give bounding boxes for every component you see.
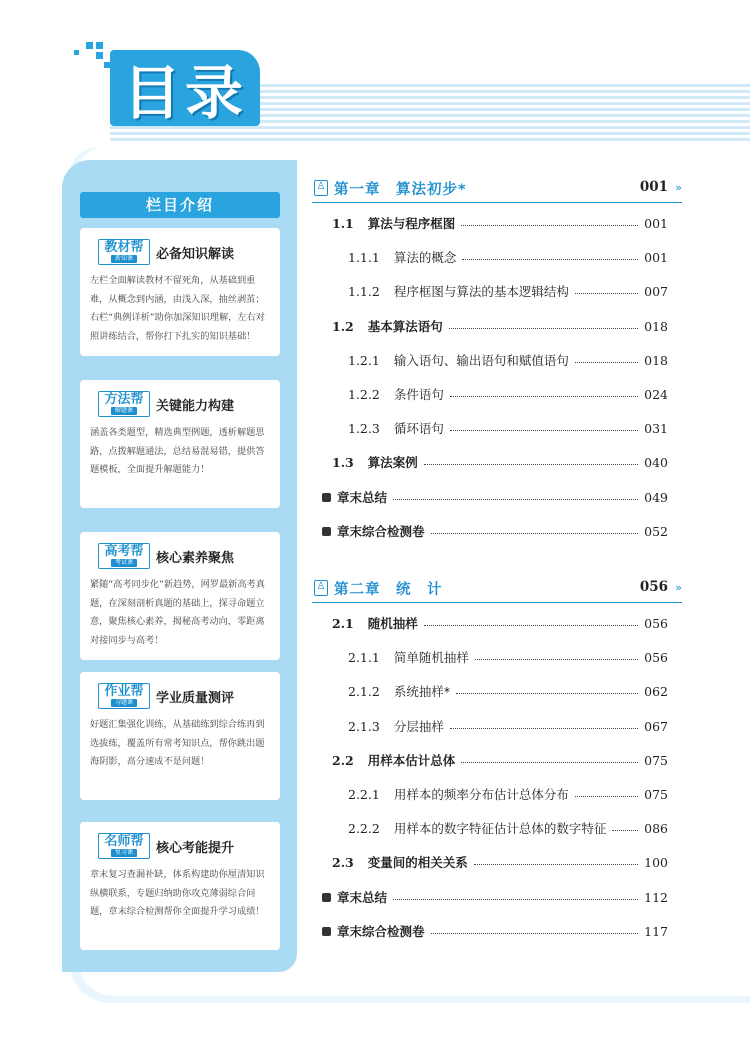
dot-leader <box>424 625 638 626</box>
toc-entry-label: 算法与程序框图 <box>367 216 456 231</box>
card-badge-label: 教材帮 <box>104 240 144 255</box>
toc-entry-page: 075 <box>644 786 668 802</box>
toc-entry-label: 章末综合检测卷 <box>337 924 425 939</box>
card-heading: 必备知识解读 <box>156 246 235 262</box>
toc-entry[interactable] <box>322 888 668 906</box>
dot-leader <box>393 899 638 900</box>
toc-entry-label: 分层抽样 <box>393 719 444 734</box>
card-badge-sub: 解题课 <box>111 407 137 415</box>
toc-entry[interactable] <box>332 853 668 871</box>
toc-entry-page: 056 <box>644 649 668 665</box>
toc-entry-label: 用样本的数字特征估计总体的数字特征 <box>393 821 607 836</box>
chapter-icon: ♙ <box>314 580 328 596</box>
toc-entry[interactable] <box>332 214 668 232</box>
card-body: 章末复习查漏补缺，体系构建助你厘清知识纵横联系，专题归纳助你攻克薄弱综合问题，章末综合检测帮你全面提升学习成绩！ <box>90 869 265 917</box>
dot-leader <box>461 225 638 226</box>
card-badge <box>98 833 150 859</box>
toc-entry-page: 007 <box>644 283 668 299</box>
card-badge <box>98 683 150 709</box>
toc-entry-number: 1.2.1 <box>348 352 380 368</box>
dot-leader <box>450 430 638 431</box>
toc-entry-label: 基本算法语句 <box>367 319 443 334</box>
card-header <box>98 682 266 710</box>
chapter-heading[interactable] <box>312 576 682 603</box>
toc-entry-page: 018 <box>644 318 668 334</box>
bullet-icon <box>322 927 331 936</box>
card-badge-label: 作业帮 <box>104 684 144 699</box>
toc-entry-page: 024 <box>644 386 668 402</box>
toc-entry-label: 随机抽样 <box>367 616 418 631</box>
card-body: 左栏全面解读教材不留死角，从基础到重难，从概念到内涵，由浅入深，抽丝剥茧；右栏“典例详析”助你加深知识理解，左右对照讲练结合，帮你打下扎实的知识基础！ <box>90 275 265 342</box>
dot-leader <box>575 293 638 294</box>
toc-entry-number: 1.2 <box>332 318 354 334</box>
bullet-icon <box>322 493 331 502</box>
card-header <box>98 542 266 570</box>
toc-entry-label: 变量间的相关关系 <box>367 855 468 870</box>
toc-entry[interactable] <box>348 385 668 403</box>
toc-entry-page: 052 <box>644 523 668 539</box>
toc-entry-number: 1.1.1 <box>348 249 380 265</box>
sidebar-card <box>80 380 280 508</box>
dot-leader <box>475 659 638 660</box>
toc-entry-number: 1.1 <box>332 215 354 231</box>
card-badge-label: 高考帮 <box>104 544 144 559</box>
sidebar-card <box>80 228 280 356</box>
toc-entry-label: 章末总结 <box>337 890 388 905</box>
toc-entry-number: 1.2.3 <box>348 420 380 436</box>
toc-entry-label: 循环语句 <box>393 421 444 436</box>
sidebar-title: 栏目介绍 <box>80 192 280 218</box>
card-badge-label: 名师帮 <box>104 834 144 849</box>
dot-leader <box>456 693 638 694</box>
bullet-icon <box>322 893 331 902</box>
toc-entry[interactable] <box>348 282 668 300</box>
chapter-heading[interactable] <box>312 176 682 203</box>
toc-entry-page: 112 <box>644 889 668 905</box>
toc-entry[interactable] <box>322 522 668 540</box>
chevron-right-icon: » <box>675 181 682 194</box>
toc-entry-label: 输入语句、输出语句和赋值语句 <box>393 353 569 368</box>
toc-entry-page: 018 <box>644 352 668 368</box>
dot-leader <box>575 362 638 363</box>
card-heading: 学业质量测评 <box>156 690 235 706</box>
toc-entry[interactable] <box>332 317 668 335</box>
card-header <box>98 390 266 418</box>
toc-entry[interactable] <box>332 751 668 769</box>
toc-entry-label: 程序框图与算法的基本逻辑结构 <box>393 284 569 299</box>
toc-entry-page: 062 <box>644 683 668 699</box>
dot-leader <box>393 499 638 500</box>
card-header <box>98 832 266 860</box>
chevron-right-icon: » <box>675 581 682 594</box>
toc-entry-number: 1.2.2 <box>348 386 380 402</box>
card-badge <box>98 239 150 265</box>
dot-leader <box>461 762 638 763</box>
toc-entry-page: 001 <box>644 215 668 231</box>
toc-entry-label: 算法案例 <box>367 455 418 470</box>
toc-entry-number: 2.3 <box>332 854 354 870</box>
card-badge-sub: 复习课 <box>111 849 137 857</box>
dot-leader <box>462 259 638 260</box>
toc-entry[interactable] <box>332 614 668 632</box>
toc-entry[interactable] <box>348 819 668 837</box>
dot-leader <box>424 464 638 465</box>
dot-leader <box>449 328 638 329</box>
toc-entry-label: 用样本估计总体 <box>367 753 456 768</box>
dot-leader <box>450 396 638 397</box>
toc-entry-page: 031 <box>644 420 668 436</box>
card-heading: 关键能力构建 <box>156 398 235 414</box>
toc-entry-label: 算法的概念 <box>393 250 457 265</box>
chapter-icon: ♙ <box>314 180 328 196</box>
bullet-icon <box>322 527 331 536</box>
toc-entry-number: 2.2 <box>332 752 354 768</box>
toc-entry[interactable] <box>322 488 668 506</box>
toc-entry[interactable] <box>348 717 668 735</box>
toc-entry-page: 086 <box>644 820 668 836</box>
toc-entry-number: 2.2.1 <box>348 786 380 802</box>
toc-entry[interactable] <box>348 648 668 666</box>
toc-entry-label: 用样本的频率分布估计总体分布 <box>393 787 569 802</box>
toc-entry-page: 049 <box>644 489 668 505</box>
sidebar-card <box>80 672 280 800</box>
card-badge-label: 方法帮 <box>104 392 144 407</box>
dot-leader <box>612 830 638 831</box>
chapter-page: 001 <box>639 179 668 195</box>
sidebar-card <box>80 532 280 660</box>
card-body: 紧随“高考同步化”新趋势，网罗最新高考真题，在深刻剖析真题的基础上，探寻命题立意，聚焦核心素养，揭秘高考动向，零距离对接同步与高考！ <box>90 579 265 646</box>
toc-entry-number: 1.1.2 <box>348 283 380 299</box>
toc-entry[interactable] <box>348 248 668 266</box>
toc-entry-label: 条件语句 <box>393 387 444 402</box>
toc-entry-number: 2.1.1 <box>348 649 380 665</box>
chapter-title: 第二章 统 计 <box>334 582 443 598</box>
toc-entry-page: 056 <box>644 615 668 631</box>
toc-entry[interactable] <box>348 419 668 437</box>
toc-entry[interactable] <box>332 453 668 471</box>
card-badge <box>98 391 150 417</box>
chapter-page: 056 <box>639 579 668 595</box>
toc-entry-number: 2.1.2 <box>348 683 380 699</box>
toc-entry-number: 2.1.3 <box>348 718 380 734</box>
dot-leader <box>474 864 638 865</box>
toc-entry-page: 001 <box>644 249 668 265</box>
dot-leader <box>431 533 638 534</box>
toc-entry-label: 章末总结 <box>337 490 388 505</box>
page-title: 目录 <box>122 59 247 127</box>
toc-entry[interactable] <box>348 351 668 369</box>
toc-entry-label: 简单随机抽样 <box>393 650 469 665</box>
sidebar-card <box>80 822 280 950</box>
card-badge-sub: 新知课 <box>111 255 137 263</box>
dot-leader <box>450 728 638 729</box>
toc-entry[interactable] <box>348 682 668 700</box>
toc-entry-number: 1.3 <box>332 454 354 470</box>
toc-entry-label: 系统抽样* <box>393 684 451 699</box>
card-badge-sub: 考试课 <box>111 559 137 567</box>
toc-entry-page: 100 <box>644 854 668 870</box>
dot-leader <box>431 933 638 934</box>
dot-leader <box>575 796 638 797</box>
chapter-title: 第一章 算法初步* <box>334 182 467 198</box>
toc-entry[interactable] <box>322 922 668 940</box>
page-title-box <box>110 50 260 126</box>
toc-entry-page: 075 <box>644 752 668 768</box>
toc-entry-page: 067 <box>644 718 668 734</box>
card-body: 好题汇集强化训练，从基础练到综合练再到选拔练，覆盖所有常考知识点，帮你跳出题海阴影，高分速成不是问题！ <box>90 719 265 767</box>
card-badge <box>98 543 150 569</box>
card-header <box>98 238 266 266</box>
card-body: 涵盖各类题型，精选典型例题，透析解题思路，点拨解题通法，总结易混易错，提供答题模板，全面提升解题能力！ <box>90 427 265 475</box>
toc-entry-number: 2.1 <box>332 615 354 631</box>
card-heading: 核心考能提升 <box>156 840 235 856</box>
toc-entry-number: 2.2.2 <box>348 820 380 836</box>
card-badge-sub: 习题课 <box>111 699 137 707</box>
toc-entry-label: 章末综合检测卷 <box>337 524 425 539</box>
card-heading: 核心素养聚焦 <box>156 550 235 566</box>
toc-entry-page: 040 <box>644 454 668 470</box>
toc-entry[interactable] <box>348 785 668 803</box>
toc-entry-page: 117 <box>644 923 668 939</box>
